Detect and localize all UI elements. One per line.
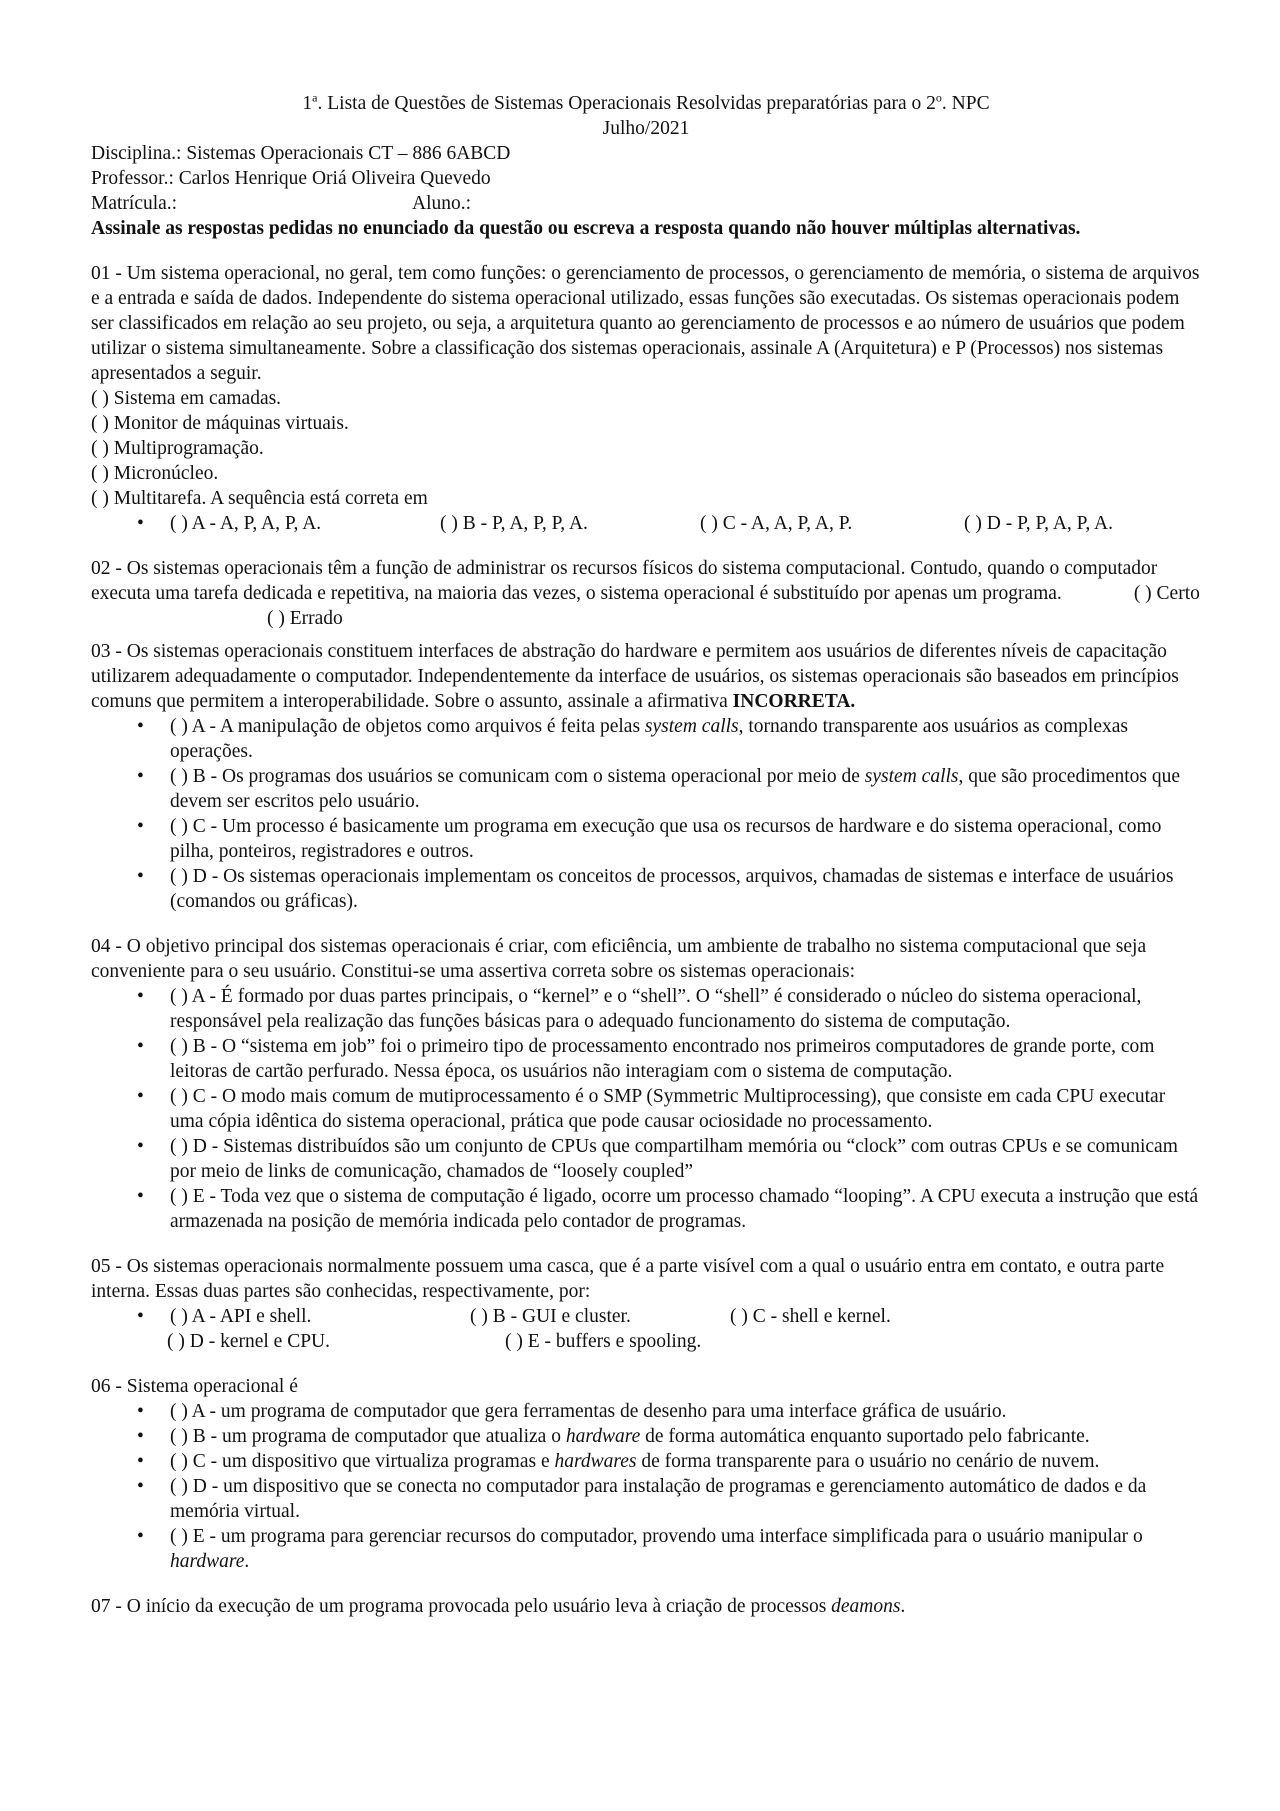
q02-option-errado[interactable]: ( ) Errado (267, 608, 343, 629)
question-01 (91, 261, 1201, 536)
q01-item: ( ) Multitarefa. A sequência está correta em (91, 488, 428, 509)
q01-item: ( ) Multiprogramação. (91, 438, 264, 459)
q05-option-b[interactable]: ( ) B - GUI e cluster. (470, 1306, 631, 1327)
q04-option-e[interactable]: • ( ) E - Toda vez que o sistema de computação é ligado, ocorre um processo chamado “looping”. A CPU executa a instrução que está armazenada na posição de memória indicada pelo contador de programas. (91, 1184, 1201, 1234)
q04-option-b[interactable]: • ( ) B - O “sistema em job” foi o primeiro tipo de processamento encontrado nos primeiros computadores de grande porte, com leitoras de cartão perfurado. Nessa época, os usuários não interagiam com o sistema de computação. (91, 1034, 1201, 1084)
question-01-text: 01 - Um sistema operacional, no geral, tem como funções: o gerenciamento de processos, o gerenciamento de memória, o sistema de arquivos e a entrada e saída de dados. Independente do sistema operacional utilizado, essas funções são executadas. Os sistemas operacionais podem ser classificados em relação ao seu projeto, ou seja, a arquitetura quanto ao gerenciamento de processos e ao número de usuários que podem utilizar o sistema simultaneamente. Sobre a classificação dos sistemas operacionais, assinale A (Arquitetura) e P (Processos) nos sistemas apresentados a seguir. (91, 263, 1200, 384)
instructions: Assinale as respostas pedidas no enunciado da questão ou escreva a resposta quando não houver múltiplas alternativas. (91, 218, 1081, 239)
q03-option-b[interactable] (91, 764, 1201, 814)
discipline-line: Disciplina.: Sistemas Operacionais CT – 886 6ABCD (91, 143, 511, 164)
option-text: de forma transparente para o usuário no cenário de nuvem. (641, 1451, 1100, 1472)
question-04-text: 04 - O objetivo principal dos sistemas operacionais é criar, com eficiência, um ambiente de trabalho no sistema computacional que seja conveniente para o seu usuário. Constitui-se uma assertiva correta sobre os sistemas operacionais: (91, 936, 1147, 982)
option-text: ( ) E - um programa para gerenciar recursos do computador, provendo uma interface simplificada para o usuário manipular o (170, 1526, 1143, 1547)
student-line (91, 191, 1201, 216)
q06-option-c[interactable] (91, 1449, 1201, 1474)
q05-option-e[interactable]: ( ) E - buffers e spooling. (505, 1331, 702, 1352)
option-text: ( ) C - um dispositivo que virtualiza programas e (170, 1451, 550, 1472)
question-07-body: 07 - O início da execução de um programa provocada pelo usuário leva à criação de processos (91, 1596, 827, 1617)
option-text: , tornando transparente aos usuários as complexas operações. (170, 716, 1128, 762)
q06-option-e[interactable] (91, 1524, 1201, 1574)
q01-item: ( ) Sistema em camadas. (91, 388, 282, 409)
professor-line: Professor.: Carlos Henrique Oriá Oliveira Quevedo (91, 168, 491, 189)
q06-option-d[interactable]: • ( ) D - um dispositivo que se conecta no computador para instalação de programas e gerenciamento automático de dados e da memória virtual. (91, 1474, 1201, 1524)
option-italic: system calls (644, 716, 739, 737)
q01-option-a[interactable]: ( ) A - A, P, A, P, A. (170, 513, 322, 534)
q06-option-b[interactable] (91, 1424, 1201, 1449)
q01-options (91, 511, 1201, 536)
q05-option-row (91, 1304, 1201, 1329)
q03-option-c[interactable]: • ( ) C - Um processo é basicamente um programa em execução que usa os recursos de hardware e do sistema operacional, como pilha, ponteiros, registradores e outros. (91, 814, 1201, 864)
question-03-text (91, 639, 1201, 714)
option-text: de forma automática enquanto suportado pelo fabricante. (645, 1426, 1090, 1447)
option-text: . (244, 1551, 250, 1572)
title-part: . NPC (941, 93, 990, 114)
option-italic: hardwares (554, 1451, 637, 1472)
title-part: 1 (302, 93, 313, 114)
option-italic: hardware (170, 1551, 245, 1572)
title-part: . Lista de Questões de Sistemas Operacionais Resolvidas preparatórias para o 2 (317, 93, 936, 114)
question-03-emphasis: INCORRETA. (732, 691, 856, 712)
document-title (91, 91, 1201, 116)
option-italic: system calls (864, 766, 959, 787)
q04-options (91, 984, 1201, 1234)
q05-options (91, 1304, 1201, 1329)
q01-option-row (91, 511, 1201, 536)
q01-item: ( ) Monitor de máquinas virtuais. (91, 413, 349, 434)
question-02 (91, 556, 1201, 631)
q04-option-c[interactable]: • ( ) C - O modo mais comum de mutiprocessamento é o SMP (Symmetric Multiprocessing), que consiste em cada CPU executar uma cópia idêntica do sistema operacional, prática que pode causar ociosidade no processamento. (91, 1084, 1201, 1134)
q06-option-a[interactable]: • ( ) A - um programa de computador que gera ferramentas de desenho para uma interface gráfica de usuário. (91, 1399, 1201, 1424)
document-content (91, 91, 1201, 1619)
option-italic: hardware (565, 1426, 641, 1447)
question-03-body: 03 - Os sistemas operacionais constituem interfaces de abstração do hardware e permitem aos usuários de diferentes níveis de capacitação utilizarem adequadamente o computador. Independentemente da interface de usuários, os sistemas operacionais são baseados em princípios comuns que permitem a interoperabilidade. Sobre o assunto, assinale a afirmativa (91, 641, 1179, 712)
q01-option-d[interactable]: ( ) D - P, P, A, P, A. (964, 513, 1114, 534)
aluno-label: Aluno.: (412, 193, 472, 214)
q04-option-d[interactable]: • ( ) D - Sistemas distribuídos são um conjunto de CPUs que compartilham memória ou “clock” com outras CPUs e se comunicam por meio de links de comunicação, chamados de “loosely coupled” (91, 1134, 1201, 1184)
question-07-italic: deamons (831, 1596, 901, 1617)
title-superscript: a (312, 90, 318, 105)
question-02-body: 02 - Os sistemas operacionais têm a função de administrar os recursos físicos do sistema computacional. Contudo, quando o computador executa uma tarefa dedicada e repetitiva, na maioria das vezes, o sistema operacional é substituído por apenas um programa. (91, 558, 1158, 604)
q03-option-a[interactable] (91, 714, 1201, 764)
q03-option-d[interactable]: • ( ) D - Os sistemas operacionais implementam os conceitos de processos, arquivos, chamadas de sistemas e interface de usuários (comandos ou gráficas). (91, 864, 1201, 914)
q01-option-c[interactable]: ( ) C - A, A, P, A, P. (700, 513, 853, 534)
question-04 (91, 934, 1201, 1234)
question-06 (91, 1374, 1201, 1574)
option-text: ( ) B - um programa de computador que atualiza o (170, 1426, 561, 1447)
question-03 (91, 639, 1201, 914)
q05-option-row-2 (91, 1329, 1201, 1354)
q05-option-d[interactable]: ( ) D - kernel e CPU. (167, 1331, 330, 1352)
option-text: ( ) B - Os programas dos usuários se comunicam com o sistema operacional por meio de (170, 766, 860, 787)
option-text: , que são procedimentos que devem ser escritos pelo usuário. (170, 766, 1180, 812)
question-07-text (91, 1594, 1201, 1619)
question-05 (91, 1254, 1201, 1354)
matricula-label: Matrícula.: (91, 193, 178, 214)
q06-options (91, 1399, 1201, 1574)
q05-option-a[interactable]: ( ) A - API e shell. (170, 1306, 312, 1327)
q03-options (91, 714, 1201, 914)
q02-option-certo[interactable]: ( ) Certo (1133, 583, 1200, 604)
option-text: ( ) A - A manipulação de objetos como arquivos é feita pelas (170, 716, 641, 737)
question-07 (91, 1594, 1201, 1619)
question-05-text: 05 - Os sistemas operacionais normalmente possuem uma casca, que é a parte visível com a qual o usuário entra em contato, e outra parte interna. Essas duas partes são conhecidas, respectivamente, por: (91, 1256, 1165, 1302)
q01-item: ( ) Micronúcleo. (91, 463, 219, 484)
q01-option-b[interactable]: ( ) B - P, A, P, P, A. (440, 513, 588, 534)
q05-option-c[interactable]: ( ) C - shell e kernel. (730, 1306, 891, 1327)
document-date: Julho/2021 (602, 118, 690, 139)
q04-option-a[interactable]: • ( ) A - É formado por duas partes principais, o “kernel” e o “shell”. O “shell” é considerado o núcleo do sistema operacional, responsável pela realização das funções básicas para o adequado funcionamento do sistema de computação. (91, 984, 1201, 1034)
question-06-text: 06 - Sistema operacional é (91, 1376, 298, 1397)
question-07-end: . (900, 1596, 906, 1617)
title-superscript: o (935, 90, 942, 105)
question-02-text (91, 556, 1201, 631)
